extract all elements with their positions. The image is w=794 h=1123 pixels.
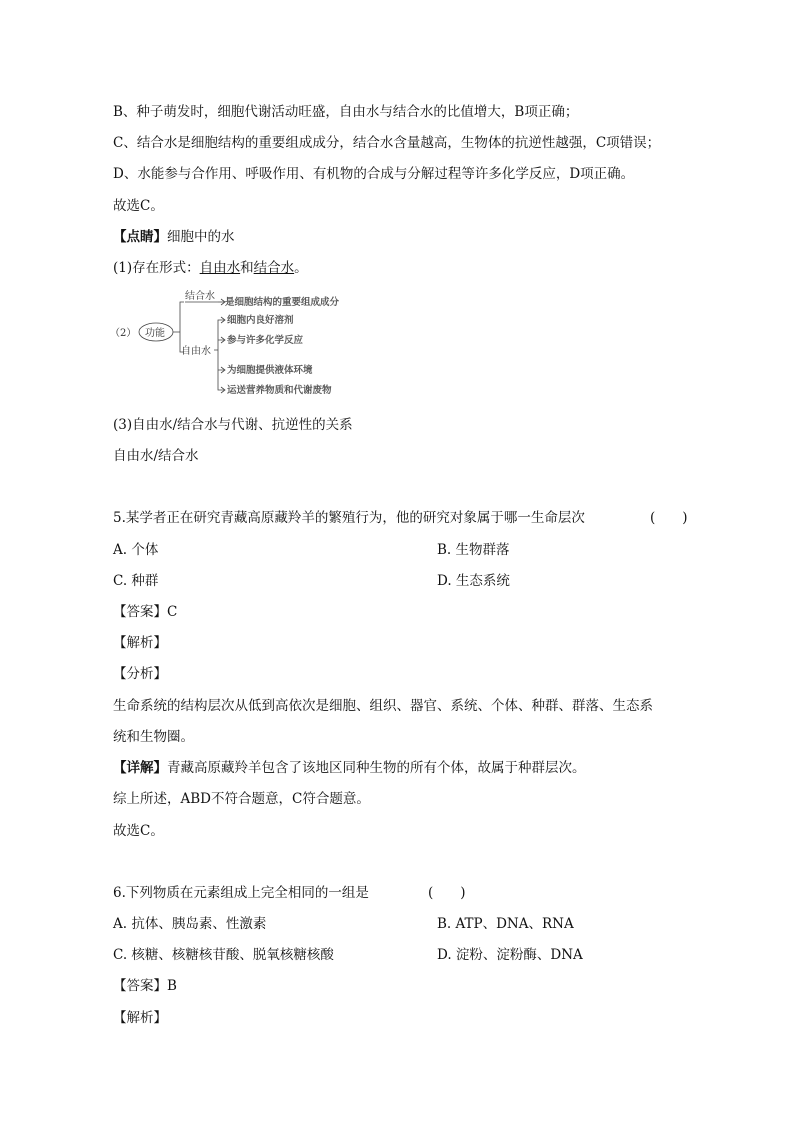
- tip-text: 细胞中的水: [167, 229, 235, 245]
- free-water-term: 自由水: [199, 260, 241, 276]
- bound-water-term: 结合水: [253, 260, 295, 276]
- q6-option-d: D. 淀粉、淀粉酶、DNA: [437, 947, 583, 963]
- diagram-free-role-1: 细胞内良好溶剂: [227, 315, 294, 326]
- existence-form: [113, 259, 308, 277]
- q5-fenxi-line-1: 生命系统的结构层次从低到高依次是细胞、组织、器官、系统、个体、种群、群落、生态系: [113, 698, 653, 714]
- form-prefix: (1)存在形式：: [113, 260, 200, 276]
- choose-c-4: 故选C。: [113, 198, 164, 214]
- q5-paren: ( ): [650, 510, 688, 526]
- q5-fenxi-line-2: 统和生物圈。: [113, 729, 194, 745]
- q6-answer: 【答案】B: [113, 978, 177, 994]
- diagram-free-role-2: 参与许多化学反应: [227, 335, 304, 346]
- tip-line: [113, 228, 235, 246]
- line-b: B、种子萌发时，细胞代谢活动旺盛，自由水与结合水的比值增大，B项正确；: [113, 104, 579, 120]
- q5-option-d: D. 生态系统: [437, 573, 510, 589]
- q5-summary: 综上所述，ABD不符合题意，C符合题意。: [113, 791, 370, 807]
- q6-option-c: C. 核糖、核糖核苷酸、脱氧核糖核酸: [113, 947, 334, 963]
- diagram-function: 功能: [145, 328, 165, 339]
- water-function-diagram: [110, 288, 370, 400]
- diagram-free-role-3: 为细胞提供液体环境: [227, 365, 313, 376]
- q5-analysis: 【解析】: [113, 635, 167, 651]
- form-end: 。: [294, 260, 308, 276]
- q5-option-b: B. 生物群落: [437, 542, 510, 558]
- q6-paren: ( ): [428, 885, 466, 901]
- diagram-bound-role: 是细胞结构的重要组成成分: [225, 297, 340, 308]
- q5-option-c: C. 种群: [113, 573, 159, 589]
- q5-stem: 5.某学者正在研究青藏高原藏羚羊的繁殖行为，他的研究对象属于哪一生命层次: [113, 510, 585, 526]
- q5-detail: [113, 759, 586, 777]
- q5-fenxi: 【分析】: [113, 666, 167, 682]
- q5-detail-text: 青藏高原藏羚羊包含了该地区同种生物的所有个体，故属于种群层次。: [167, 760, 586, 776]
- q5-choose: 故选C。: [113, 823, 164, 839]
- q6-stem: 6.下列物质在元素组成上完全相同的一组是: [113, 885, 369, 901]
- diagram-free-role-4: 运送营养物质和代谢废物: [227, 385, 332, 396]
- diagram-number: （2）: [110, 328, 137, 339]
- tip-tag: 【点睛】: [113, 229, 167, 245]
- line-c: C、结合水是细胞结构的重要组成成分，结合水含量越高，生物体的抗逆性越强，C项错误；: [113, 135, 661, 151]
- q5-option-a: A. 个体: [113, 542, 159, 558]
- q5-detail-tag: 【详解】: [113, 760, 167, 776]
- line-d: D、水能参与合作用、呼吸作用、有机物的合成与分解过程等许多化学反应，D项正确。: [113, 166, 635, 182]
- ratio-line: 自由水/结合水: [113, 448, 199, 464]
- diagram-bound-water: 结合水: [185, 291, 215, 302]
- q6-analysis: 【解析】: [113, 1010, 167, 1026]
- form-and: 和: [240, 260, 254, 276]
- diagram-free-water: 自由水: [181, 346, 211, 357]
- q6-option-a: A. 抗体、胰岛素、性激素: [113, 916, 267, 932]
- q5-answer: 【答案】C: [113, 604, 178, 620]
- relation-line: (3)自由水/结合水与代谢、抗逆性的关系: [113, 417, 353, 433]
- q6-option-b: B. ATP、DNA、RNA: [437, 916, 574, 932]
